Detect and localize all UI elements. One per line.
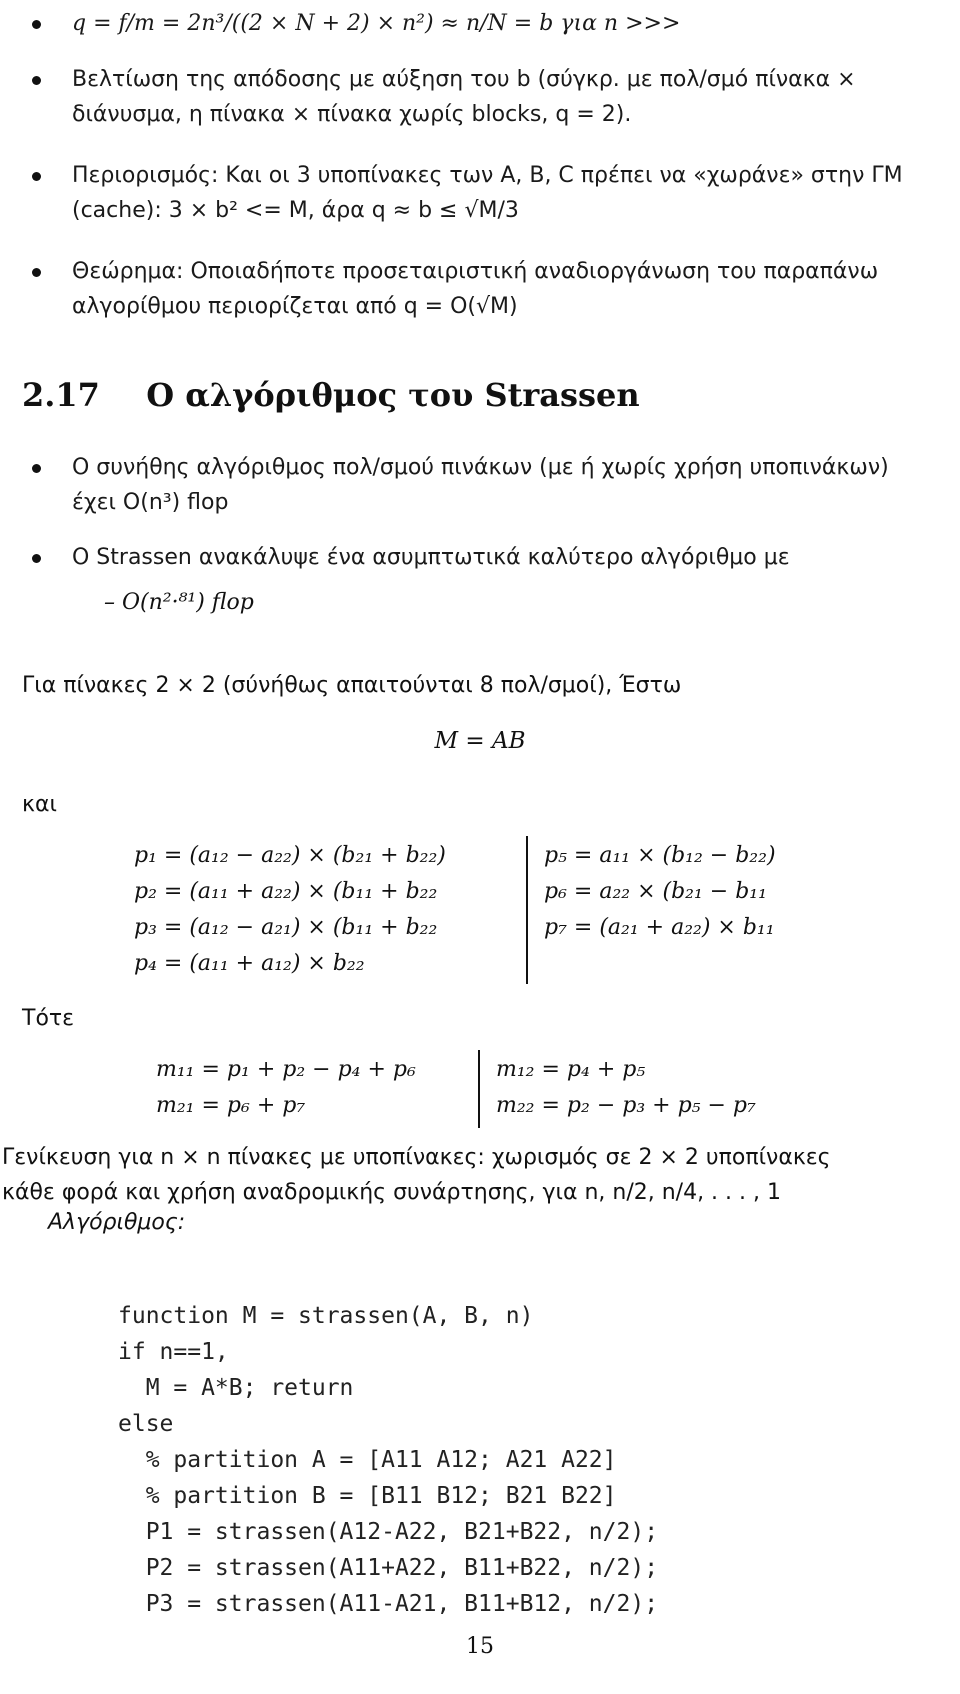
equation-line: p₁ = (a₁₂ − a₂₂) × (b₂₁ + b₂₂) [134,843,446,868]
algorithm-label: Αλγόριθμος: [48,1210,186,1235]
code-line: P2 = strassen(A11+A22, B11+B22, n/2); [118,1555,659,1581]
bullet-text: Ο συνήθης αλγόριθμος πολ/σμού πινάκων (με ή χωρίς χρήση υποπινάκων) έχει O(n³) flop [72,455,889,515]
sub-item: – O(n²·⁸¹) flop [104,590,254,615]
bullet-icon [32,268,41,277]
page-number: 15 [466,1634,494,1659]
section-heading [22,376,640,414]
code-line: P3 = strassen(A11-A21, B11+B12, n/2); [118,1591,659,1617]
code-line: else [118,1411,174,1437]
equation-line: p₆ = a₂₂ × (b₂₁ − b₁₁ [544,879,767,904]
bullet-text: q = f/m = 2n³/((2 × N + 2) × n²) ≈ n/N = b για n >>> [72,11,681,36]
generalization-paragraph [2,1140,932,1210]
paragraph-line: κάθε φορά και χρήση αναδρομικής συνάρτησης, για n, n/2, n/4, . . . , 1 [2,1180,781,1205]
m-equations-left [156,1052,416,1124]
label-tote: Τότε [22,1006,75,1031]
code-line: function M = strassen(A, B, n) [118,1303,534,1329]
equation-line: p₂ = (a₁₁ + a₂₂) × (b₁₁ + b₂₂ [134,879,438,904]
bullet-icon [32,464,41,473]
equation-line: m₂₁ = p₆ + p₇ [156,1093,306,1118]
label-kai: και [22,792,57,817]
code-line: if n==1, [118,1339,229,1365]
p-equations-left [134,838,446,982]
paragraph-line: Γενίκευση για n × n πίνακες με υποπίνακες: χωρισμός σε 2 × 2 υποπίνακες [2,1145,831,1170]
m-equations-right [496,1052,756,1124]
bullet-text: Περιορισμός: Και οι 3 υποπίνακες των A, B, C πρέπει να «χωράνε» στην ΓΜ (cache): 3 × b² <= M, άρα q ≈ b ≤ √M/3 [72,163,903,223]
paragraph: Για πίνακες 2 × 2 (σύνήθως απαιτούνται 8 πολ/σμοί), Έστω [22,673,682,698]
equation-line: m₁₁ = p₁ + p₂ − p₄ + p₆ [156,1057,416,1082]
code-line: P1 = strassen(A12-A22, B21+B22, n/2); [118,1519,659,1545]
equation-line: m₂₂ = p₂ − p₃ + p₅ − p₇ [496,1093,756,1118]
bullet-icon [32,76,41,85]
equation-line: p₃ = (a₁₂ − a₂₁) × (b₁₁ + b₂₂ [134,915,438,940]
equation-line: p₄ = (a₁₁ + a₁₂) × b₂₂ [134,951,365,976]
vertical-divider [478,1050,480,1128]
bullet-text: Θεώρημα: Οποιαδήποτε προσεταιριστική αναδιοργάνωση του παραπάνω αλγορίθμου περιορίζεται από q = O(√M) [72,259,879,319]
code-line: % partition A = [A11 A12; A21 A22] [118,1447,617,1473]
bullet-icon [32,172,41,181]
bullet-text: Ο Strassen ανακάλυψε ένα ασυμπτωτικά καλύτερο αλγόριθμο με [72,545,790,570]
vertical-divider [526,836,528,984]
bullet-text: Βελτίωση της απόδοσης με αύξηση του b (σύγκρ. με πολ/σμό πίνακα × διάνυσμα, η πίνακα × πίνακα χωρίς blocks, q = 2). [72,67,856,127]
p-equations-right [544,838,776,946]
equation-line: p₅ = a₁₁ × (b₁₂ − b₂₂) [544,843,776,868]
code-line: % partition B = [B11 B12; B21 B22] [118,1483,617,1509]
section-title: Ο αλγόριθμος του Strassen [146,376,640,414]
code-line: M = A*B; return [118,1375,354,1401]
code-block [118,1262,658,1694]
equation-line: p₇ = (a₂₁ + a₂₂) × b₁₁ [544,915,775,940]
bullet-icon [32,20,41,29]
bullet-icon [32,554,41,563]
equation-line: m₁₂ = p₄ + p₅ [496,1057,646,1082]
equation-main: M = AB [434,728,526,754]
section-number: 2.17 [22,376,100,414]
